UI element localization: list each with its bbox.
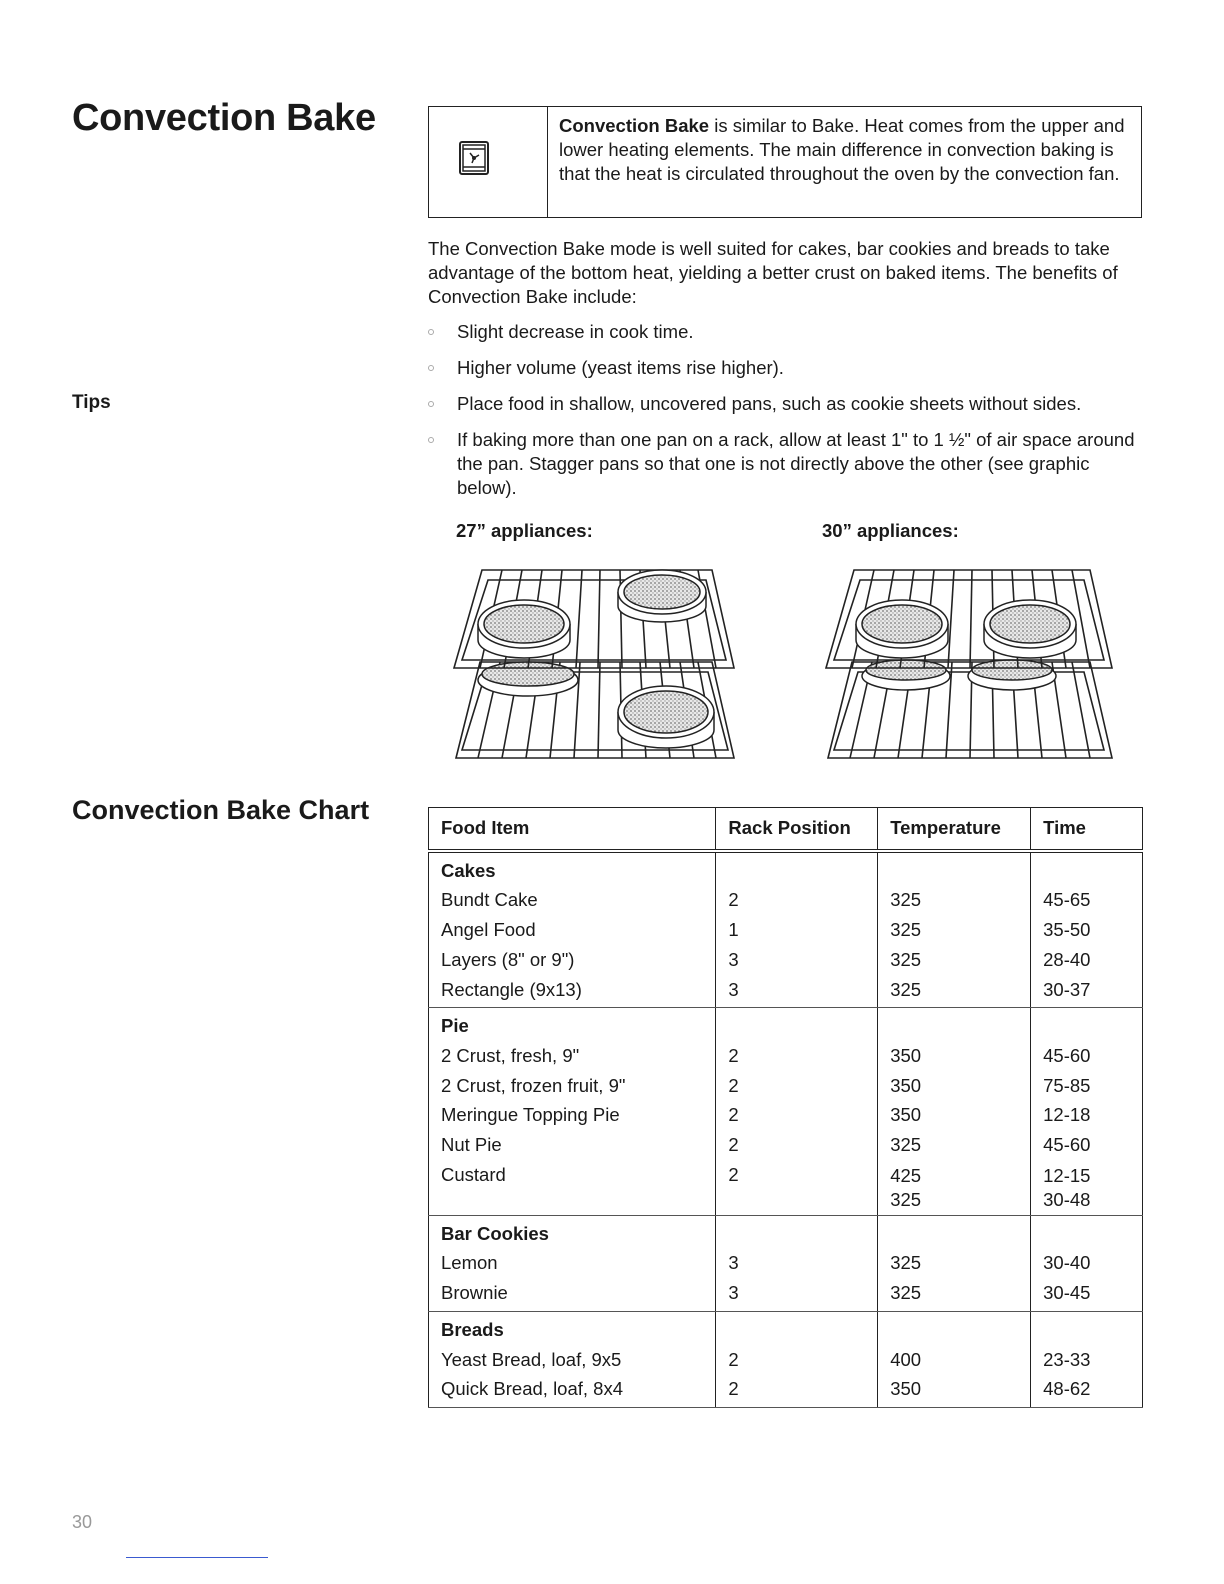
intro-box xyxy=(428,106,1142,218)
list-item-text: Higher volume (yeast items rise higher). xyxy=(457,357,784,378)
time-value: 35-50 xyxy=(1043,919,1091,941)
time-value: 75-85 xyxy=(1043,1074,1091,1096)
time-value: 30-40 xyxy=(1043,1252,1091,1274)
rack-value: 3 xyxy=(728,1252,739,1274)
header-temperature: Temperature xyxy=(878,808,1031,851)
rack-value: 2 xyxy=(728,1134,739,1156)
pan-upper-left xyxy=(478,600,570,658)
temperature-value: 350 xyxy=(890,1044,922,1066)
food-item: Custard xyxy=(441,1163,506,1185)
temperature-cell xyxy=(878,1311,1031,1407)
temperature-value: 400 xyxy=(890,1348,922,1370)
temperature-value: 425 xyxy=(890,1164,922,1186)
category-label: Bar Cookies xyxy=(441,1222,549,1244)
food-item: Angel Food xyxy=(441,919,536,941)
appliance-label-30: 30” appliances: xyxy=(822,520,959,541)
rack-cell xyxy=(716,851,878,1008)
food-item-cell xyxy=(429,1008,716,1216)
rack-value: 2 xyxy=(728,1163,739,1185)
rack-value: 3 xyxy=(728,1282,739,1304)
rack-cell xyxy=(716,1311,878,1407)
temperature-value: 325 xyxy=(890,1134,922,1156)
page-title: Convection Bake xyxy=(72,97,376,139)
food-item: Lemon xyxy=(441,1252,498,1274)
temperature-value: 325 xyxy=(890,978,922,1000)
table-row xyxy=(429,1008,1143,1216)
rack-value: 2 xyxy=(728,1104,739,1126)
time-value: 48-62 xyxy=(1043,1378,1091,1400)
time-value: 30-45 xyxy=(1043,1282,1091,1304)
temperature-cell xyxy=(878,1215,1031,1311)
bullet-icon xyxy=(428,365,434,371)
temperature-value: 350 xyxy=(890,1104,922,1126)
pan-lower-right xyxy=(618,686,714,748)
food-item: Quick Bread, loaf, 8x4 xyxy=(441,1378,624,1400)
food-item: Brownie xyxy=(441,1282,508,1304)
rack-value: 3 xyxy=(728,978,739,1000)
intro-body: is similar to Bake. Heat comes from the upper and lower heating elements. The main difference in convection baking is that the heat is circulated throughout the oven by the convection fan. xyxy=(559,115,1125,184)
temperature-value: 325 xyxy=(890,889,922,911)
time-value: 12-18 xyxy=(1043,1104,1091,1126)
pan-lower-right xyxy=(968,660,1056,690)
body-paragraph: The Convection Bake mode is well suited for cakes, bar cookies and breads to take advantage of the bottom heat, yielding a better crust on baked items. The benefits of Convection Bake include: xyxy=(428,238,1118,307)
time-cell xyxy=(1031,1215,1143,1311)
food-item: Nut Pie xyxy=(441,1134,502,1156)
time-cell xyxy=(1031,851,1143,1008)
rack-value: 2 xyxy=(728,1044,739,1066)
chart-title: Convection Bake Chart xyxy=(72,795,370,825)
intro-text xyxy=(548,107,1141,217)
tips-label: Tips xyxy=(72,392,111,413)
time-value: 23-33 xyxy=(1043,1348,1091,1370)
temperature-value: 325 xyxy=(890,1188,922,1210)
table-header-row xyxy=(429,808,1143,851)
table-row xyxy=(429,1215,1143,1311)
rack-illustration-27 xyxy=(450,562,740,762)
convection-bake-chart xyxy=(428,807,1143,1408)
category-label: Breads xyxy=(441,1318,504,1340)
pan-upper-right xyxy=(618,570,706,622)
list-item-text: If baking more than one pan on a rack, allow at least 1" to 1 ½" of air space around the pan. Stagger pans so that one is not directly above the other (see graphic below). xyxy=(457,429,1135,498)
list-item xyxy=(428,392,1148,416)
header-time: Time xyxy=(1031,808,1143,851)
temperature-value: 350 xyxy=(890,1378,922,1400)
time-value: 30-37 xyxy=(1043,978,1091,1000)
header-rack-position: Rack Position xyxy=(716,808,878,851)
time-value: 28-40 xyxy=(1043,948,1091,970)
intro-bold-lead: Convection Bake xyxy=(559,115,710,136)
rack-cell xyxy=(716,1008,878,1216)
food-item: 2 Crust, frozen fruit, 9" xyxy=(441,1074,626,1096)
time-value: 45-60 xyxy=(1043,1044,1091,1066)
rack-cell xyxy=(716,1215,878,1311)
temperature-value: 325 xyxy=(890,919,922,941)
food-item: Meringue Topping Pie xyxy=(441,1104,620,1126)
header-food-item: Food Item xyxy=(429,808,716,851)
table-row xyxy=(429,851,1143,1008)
bullet-icon xyxy=(428,329,434,335)
table-row xyxy=(429,1311,1143,1407)
category-label: Pie xyxy=(441,1015,469,1037)
food-item: Rectangle (9x13) xyxy=(441,978,582,1000)
list-item xyxy=(428,320,1148,344)
list-item-text: Place food in shallow, uncovered pans, such as cookie sheets without sides. xyxy=(457,393,1082,414)
temperature-value: 325 xyxy=(890,1252,922,1274)
time-value: 45-65 xyxy=(1043,889,1091,911)
page-number: 30 xyxy=(72,1512,93,1532)
list-item xyxy=(428,356,1148,380)
pan-upper-right xyxy=(984,600,1076,658)
rack-value: 1 xyxy=(728,919,739,941)
rack-value: 2 xyxy=(728,1348,739,1370)
temperature-cell xyxy=(878,1008,1031,1216)
temperature-value: 325 xyxy=(890,1282,922,1304)
time-value: 30-48 xyxy=(1043,1188,1091,1210)
list-item-text: Slight decrease in cook time. xyxy=(457,321,694,342)
bullet-icon xyxy=(428,437,434,443)
food-item: Yeast Bread, loaf, 9x5 xyxy=(441,1348,622,1370)
footer-rule xyxy=(126,1557,268,1558)
intro-icon-cell xyxy=(429,107,548,217)
convection-bake-icon xyxy=(459,141,489,175)
benefits-list xyxy=(428,320,1148,512)
time-cell xyxy=(1031,1008,1143,1216)
temperature-value: 350 xyxy=(890,1074,922,1096)
rack-value: 3 xyxy=(728,948,739,970)
appliance-label-27: 27” appliances: xyxy=(456,520,593,541)
rack-value: 2 xyxy=(728,1074,739,1096)
pan-lower-left xyxy=(862,660,950,690)
food-item: Layers (8" or 9") xyxy=(441,948,575,970)
food-item: 2 Crust, fresh, 9" xyxy=(441,1044,580,1066)
pan-upper-left xyxy=(856,600,948,658)
list-item xyxy=(428,428,1148,500)
food-item-cell xyxy=(429,851,716,1008)
category-label: Cakes xyxy=(441,859,496,881)
temperature-cell xyxy=(878,851,1031,1008)
rack-value: 2 xyxy=(728,889,739,911)
rack-illustration-30 xyxy=(822,562,1118,762)
food-item: Bundt Cake xyxy=(441,889,538,911)
food-item-cell xyxy=(429,1311,716,1407)
bullet-icon xyxy=(428,401,434,407)
rack-value: 2 xyxy=(728,1378,739,1400)
time-cell xyxy=(1031,1311,1143,1407)
temperature-value: 325 xyxy=(890,948,922,970)
time-value: 12-15 xyxy=(1043,1164,1091,1186)
food-item-cell xyxy=(429,1215,716,1311)
time-value: 45-60 xyxy=(1043,1134,1091,1156)
